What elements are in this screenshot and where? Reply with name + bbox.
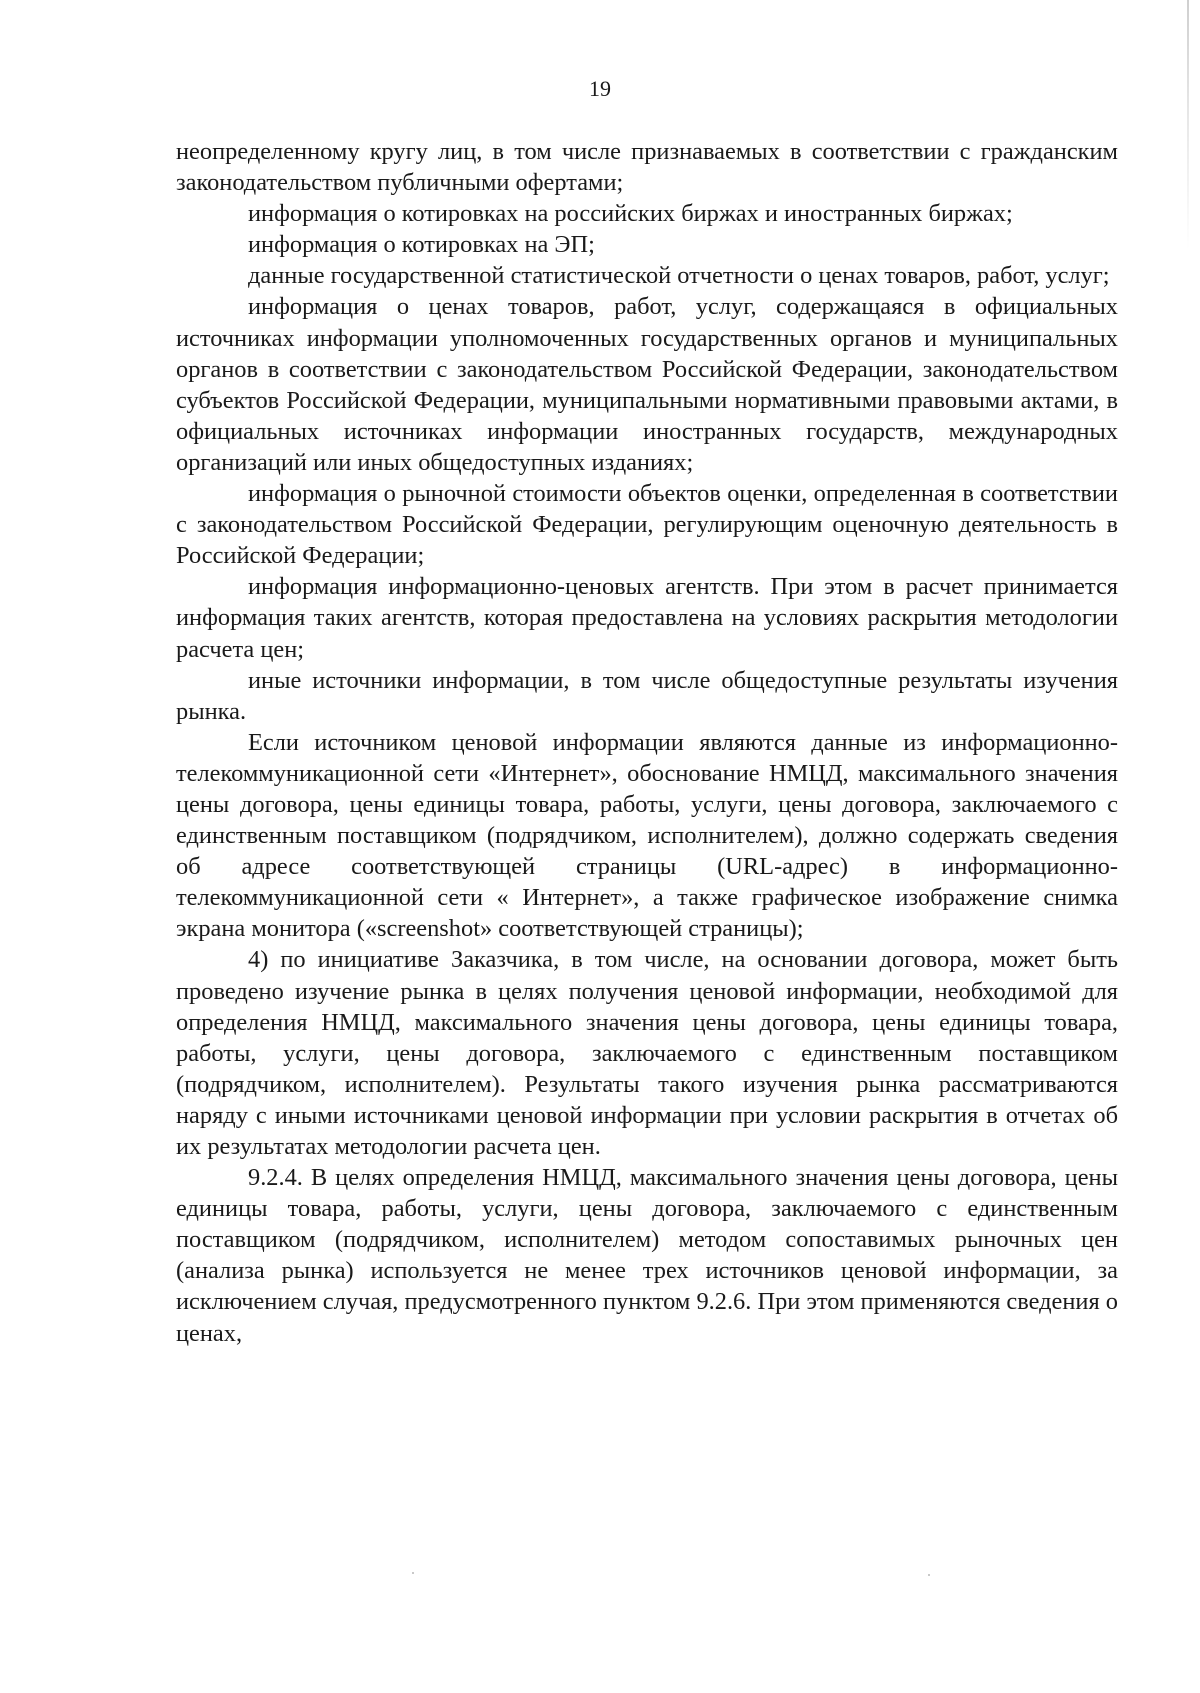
paragraph: иные источники информации, в том числе общедоступные результаты изучения рынка.	[176, 666, 1118, 725]
paragraph: неопределенному кругу лиц, в том числе признаваемых в соответствии с гражданским законодательством публичными офертами;	[176, 138, 1118, 197]
scan-speck	[928, 1574, 930, 1576]
scan-edge-mark	[1187, 0, 1189, 250]
paragraph: 4) по инициативе Заказчика, в том числе, на основании договора, может быть проведено изучение рынка в целях получения ценовой информации, необходимой для определения НМЦД, максимального значения цены договора, цены единицы товара, работы, услуги, цены договора, заключаемого с единственным поставщиком (подрядчиком, исполнителем). Результаты такого изучения рынка рассматриваются наряду с иными источниками ценовой информации при условии раскрытия в отчетах об их результатах методологии расчета цен.	[176, 946, 1118, 1160]
paragraph: информация о котировках на российских биржах и иностранных биржах;	[248, 200, 1013, 228]
page-number: 19	[589, 76, 611, 101]
paragraph: информация о рыночной стоимости объектов оценки, определенная в соответствии с законодательством Российской Федерации, регулирующим оценочную деятельность в Российской Федерации;	[176, 480, 1118, 570]
scan-speck	[412, 1572, 414, 1574]
paragraph: 9.2.4. В целях определения НМЦД, максимального значения цены договора, цены единицы товара, работы, услуги, цены договора, заключаемого с единственным поставщиком (подрядчиком, исполнителем) методом сопоставимых рыночных цен (анализа рынка) используется не менее трех источников ценовой информации, за исключением случая, предусмотренного пунктом 9.2.6. При этом применяются сведения о ценах,	[176, 1164, 1118, 1347]
paragraph: информация о ценах товаров, работ, услуг, содержащаяся в официальных источниках информации уполномоченных государственных органов и муниципальных органов в соответствии с законодательством Российской Федерации, законодательством субъектов Российской Федерации, муниципальными нормативными правовыми актами, в официальных источниках информации иностранных государств, международных организаций или иных общедоступных изданиях;	[176, 293, 1118, 476]
body-text	[176, 136, 1118, 1349]
paragraph: Если источником ценовой информации являются данные из информационно-телекоммуникационной сети «Интернет», обоснование НМЦД, максимального значения цены договора, цены единицы товара, работы, услуги, цены договора, заключаемого с единственным поставщиком (подрядчиком, исполнителем), должно содержать сведения об адресе соответствующей страницы (URL-адрес) в информационно-телекоммуникационной сети « Интернет», а также графическое изображение снимка экрана монитора («screenshot» соответствующей страницы);	[176, 728, 1118, 943]
paragraph: данные государственной статистической отчетности о ценах товаров, работ, услуг;	[248, 262, 1110, 290]
paragraph: информация информационно-ценовых агентств. При этом в расчет принимается информация таких агентств, которая предоставлена на условиях раскрытия методологии расчета цен;	[176, 573, 1118, 663]
paragraph: информация о котировках на ЭП;	[248, 231, 595, 259]
